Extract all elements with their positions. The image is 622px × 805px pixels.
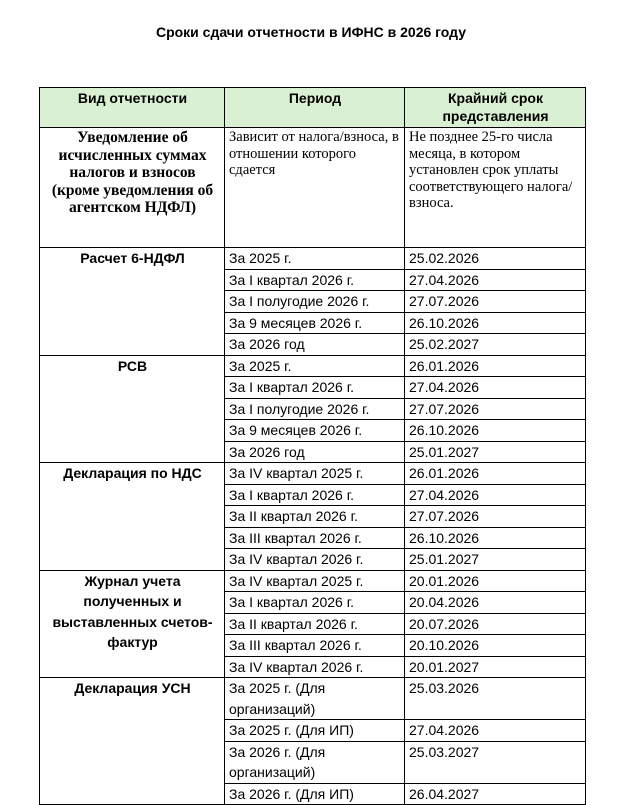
period-cell: За 2025 г. (225, 248, 405, 270)
table-row (40, 248, 586, 270)
deadline-cell: 27.07.2026 (405, 506, 586, 528)
deadline-cell: 25.01.2027 (405, 549, 586, 571)
period-cell: За III квартал 2026 г. (225, 527, 405, 549)
header-deadline: Крайний срок представления (405, 88, 586, 128)
table-row (40, 463, 586, 485)
deadline-cell: 20.01.2026 (405, 570, 586, 592)
period-cell: За III квартал 2026 г. (225, 635, 405, 657)
table-row (40, 355, 586, 377)
deadline-cell: 27.07.2026 (405, 291, 586, 313)
period-cell: За I квартал 2026 г. (225, 484, 405, 506)
table-row (40, 570, 586, 592)
report-type-cell: Декларация УСН (40, 678, 225, 805)
header-period: Период (225, 88, 405, 128)
period-cell: За 2026 год (225, 334, 405, 356)
deadline-cell: 27.04.2026 (405, 377, 586, 399)
period-cell: За IV квартал 2026 г. (225, 656, 405, 678)
report-type-cell: Расчет 6-НДФЛ (40, 248, 225, 356)
deadline-cell: 27.04.2026 (405, 484, 586, 506)
period-cell: За I квартал 2026 г. (225, 269, 405, 291)
table-header-row (40, 88, 586, 128)
deadline-cell: 25.01.2027 (405, 441, 586, 463)
deadline-cell: 20.01.2027 (405, 656, 586, 678)
period-cell: За I квартал 2026 г. (225, 592, 405, 614)
period-cell: За IV квартал 2025 г. (225, 463, 405, 485)
deadline-cell: 26.01.2026 (405, 463, 586, 485)
deadline-cell: 27.07.2026 (405, 398, 586, 420)
deadlines-table (39, 87, 586, 805)
period-cell: За II квартал 2026 г. (225, 506, 405, 528)
notice-period: Зависит от налога/взноса, в отношении которого сдается (225, 128, 405, 248)
deadline-cell: 26.04.2027 (405, 783, 586, 805)
deadline-cell: 25.03.2026 (405, 678, 586, 720)
report-type-cell: Журнал учета полученных и выставленных счетов-фактур (40, 570, 225, 678)
deadline-cell: 25.02.2027 (405, 334, 586, 356)
deadline-cell: 20.04.2026 (405, 592, 586, 614)
period-cell: За 2026 г. (Для организаций) (225, 741, 405, 783)
period-cell: За II квартал 2026 г. (225, 613, 405, 635)
deadline-cell: 25.03.2027 (405, 741, 586, 783)
period-cell: За I квартал 2026 г. (225, 377, 405, 399)
table-row-notice (40, 128, 586, 248)
deadline-cell: 27.04.2026 (405, 269, 586, 291)
period-cell: За IV квартал 2026 г. (225, 549, 405, 571)
period-cell: За 9 месяцев 2026 г. (225, 312, 405, 334)
period-cell: За IV квартал 2025 г. (225, 570, 405, 592)
period-cell: За 2025 г. (Для ИП) (225, 720, 405, 742)
table-row (40, 678, 586, 720)
deadline-cell: 20.07.2026 (405, 613, 586, 635)
period-cell: За 9 месяцев 2026 г. (225, 420, 405, 442)
period-cell: За 2025 г. (225, 355, 405, 377)
notice-deadline: Не позднее 25-го числа месяца, в котором установлен срок уплаты соответствующего налога/взноса. (405, 128, 586, 248)
deadline-cell: 20.10.2026 (405, 635, 586, 657)
page-title: Сроки сдачи отчетности в ИФНС в 2026 году (155, 24, 467, 40)
period-cell: За 2026 год (225, 441, 405, 463)
deadline-cell: 26.10.2026 (405, 527, 586, 549)
period-cell: За 2026 г. (Для ИП) (225, 783, 405, 805)
period-cell: За 2025 г. (Для организаций) (225, 678, 405, 720)
deadline-cell: 26.10.2026 (405, 312, 586, 334)
period-cell: За I полугодие 2026 г. (225, 291, 405, 313)
deadline-cell: 26.10.2026 (405, 420, 586, 442)
header-report-type: Вид отчетности (40, 88, 225, 128)
notice-type: Уведомление об исчисленных суммах налогов и взносов (кроме уведомления об агентском НДФЛ) (40, 128, 225, 248)
deadline-cell: 27.04.2026 (405, 720, 586, 742)
deadline-cell: 26.01.2026 (405, 355, 586, 377)
period-cell: За I полугодие 2026 г. (225, 398, 405, 420)
deadline-cell: 25.02.2026 (405, 248, 586, 270)
report-type-cell: РСВ (40, 355, 225, 463)
report-type-cell: Декларация по НДС (40, 463, 225, 571)
